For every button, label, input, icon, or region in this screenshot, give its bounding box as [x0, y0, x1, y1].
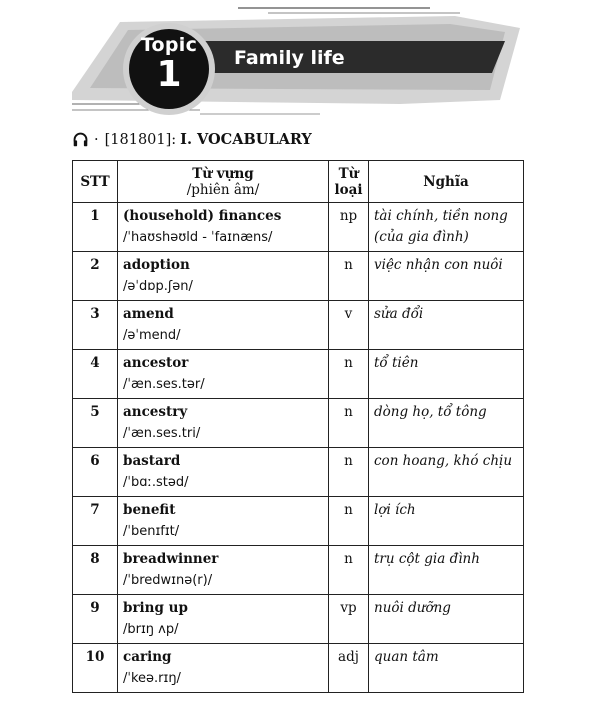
header-word-sub: /phiên âm/ [186, 181, 260, 198]
word-cell [118, 301, 329, 350]
vocab-word: ancestry [123, 404, 188, 420]
word-cell [118, 350, 329, 399]
vocab-ipa: /ˈhaʊshəʊld - ˈfaɪnæns/ [123, 230, 273, 245]
word-cell [118, 644, 329, 693]
word-cell [118, 252, 329, 301]
vocab-word: adoption [123, 257, 190, 273]
word-cell [118, 497, 329, 546]
section-title: I. VOCABULARY [180, 131, 312, 148]
vocab-ipa: /ˈbenɪfɪt/ [123, 524, 180, 539]
meaning: dòng họ, tổ tông [369, 399, 524, 448]
part-of-speech: adj [329, 644, 369, 693]
topic-title: Family life [234, 47, 345, 69]
part-of-speech: vp [329, 595, 369, 644]
meaning: tổ tiên [369, 350, 524, 399]
part-of-speech: n [329, 448, 369, 497]
meaning: việc nhận con nuôi [369, 252, 524, 301]
row-number: 4 [73, 350, 118, 399]
vocab-word: (household) finances [123, 208, 282, 224]
table-row [73, 644, 524, 693]
table-row [73, 448, 524, 497]
vocab-ipa: /ˈbɑː.stəd/ [123, 475, 189, 490]
row-number: 8 [73, 546, 118, 595]
part-of-speech: n [329, 546, 369, 595]
vocab-word: benefit [123, 502, 176, 518]
header-word [118, 161, 329, 203]
table-row [73, 203, 524, 252]
section-heading [72, 131, 312, 148]
topic-label: Topic [140, 34, 198, 56]
meaning: con hoang, khó chịu [369, 448, 524, 497]
word-cell [118, 448, 329, 497]
vocab-ipa: /ˈkeə.rɪŋ/ [123, 671, 181, 686]
table-row [73, 546, 524, 595]
header-pos-line2: loại [334, 181, 363, 198]
vocab-ipa: /brɪŋ ʌp/ [123, 622, 179, 637]
vocab-word: caring [123, 649, 172, 665]
part-of-speech: n [329, 497, 369, 546]
row-number: 2 [73, 252, 118, 301]
meaning: tài chính, tiền nong (của gia đình) [369, 203, 524, 252]
vocab-word: ancestor [123, 355, 189, 371]
vocab-word: breadwinner [123, 551, 219, 567]
table-body [73, 203, 524, 693]
vocabulary-table [72, 160, 524, 693]
vocab-ipa: /əˈdɒp.ʃən/ [123, 279, 193, 294]
part-of-speech: v [329, 301, 369, 350]
section-code: [181801]: [104, 131, 177, 148]
table-row [73, 399, 524, 448]
vocab-word: bring up [123, 600, 188, 616]
word-cell [118, 546, 329, 595]
table-header-row [73, 161, 524, 203]
topic-banner [0, 0, 594, 125]
header-pos [329, 161, 369, 203]
vocab-word: amend [123, 306, 174, 322]
row-number: 3 [73, 301, 118, 350]
table-row [73, 595, 524, 644]
meaning: lợi ích [369, 497, 524, 546]
row-number: 1 [73, 203, 118, 252]
vocab-ipa: /əˈmend/ [123, 328, 181, 343]
table-row [73, 301, 524, 350]
row-number: 7 [73, 497, 118, 546]
word-cell [118, 203, 329, 252]
word-cell [118, 595, 329, 644]
part-of-speech: n [329, 399, 369, 448]
header-meaning: Nghĩa [369, 161, 524, 203]
vocab-ipa: /ˈbredwɪnə(r)/ [123, 573, 213, 588]
row-number: 5 [73, 399, 118, 448]
topic-number: 1 [156, 54, 182, 95]
vocab-ipa: /ˈæn.ses.tər/ [123, 377, 205, 392]
row-number: 10 [73, 644, 118, 693]
table-row [73, 252, 524, 301]
table-row [73, 350, 524, 399]
header-word-label: Từ vựng [192, 165, 254, 182]
table-row [73, 497, 524, 546]
meaning: sửa đổi [369, 301, 524, 350]
vocab-word: bastard [123, 453, 181, 469]
word-cell [118, 399, 329, 448]
vocab-ipa: /ˈæn.ses.tri/ [123, 426, 201, 441]
meaning: trụ cột gia đình [369, 546, 524, 595]
section-bullet: · [94, 131, 99, 148]
header-pos-line1: Từ [338, 165, 359, 182]
meaning: quan tâm [369, 644, 524, 693]
meaning: nuôi dưỡng [369, 595, 524, 644]
part-of-speech: n [329, 350, 369, 399]
row-number: 6 [73, 448, 118, 497]
header-stt: STT [73, 161, 118, 203]
headphones-icon[interactable] [72, 131, 89, 148]
row-number: 9 [73, 595, 118, 644]
part-of-speech: n [329, 252, 369, 301]
part-of-speech: np [329, 203, 369, 252]
